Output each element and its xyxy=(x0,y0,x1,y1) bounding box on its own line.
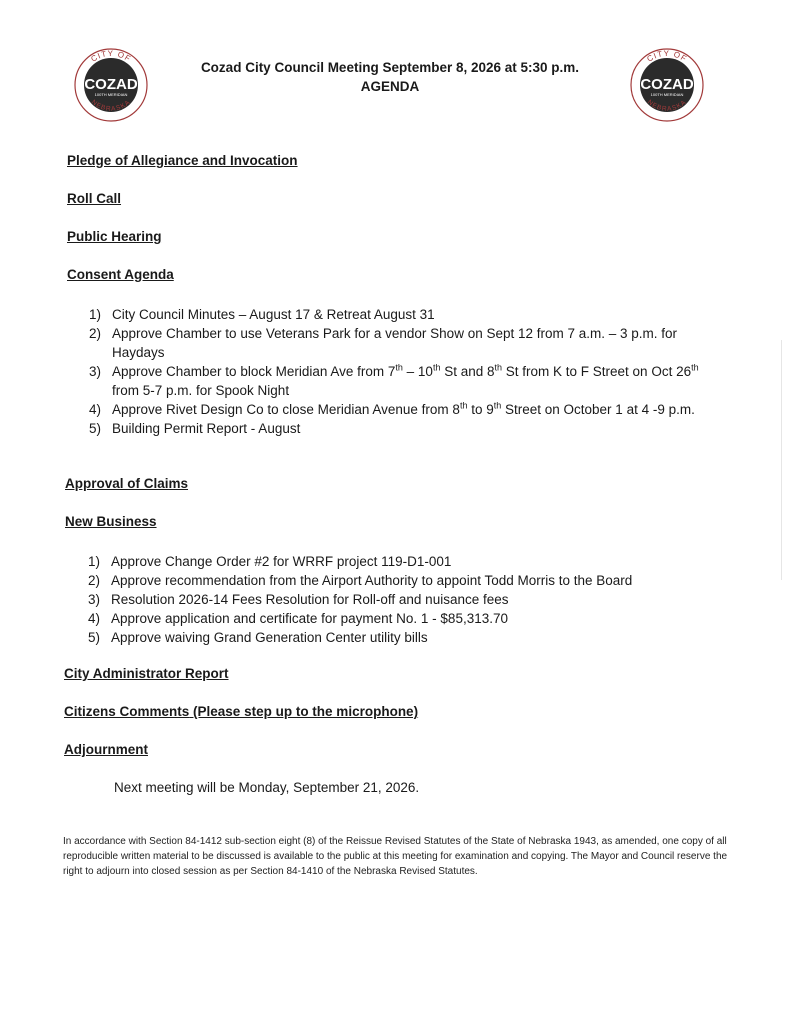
list-item: 1) City Council Minutes – August 17 & Retreat August 31 xyxy=(89,307,435,322)
list-item: 2) Approve recommendation from the Airport Authority to appoint Todd Morris to the Board xyxy=(88,573,633,588)
list-item: 2) Approve Chamber to use Veterans Park for a vendor Show on Sept 12 from 7 a.m. – 3 p.m. for Haydays xyxy=(89,326,678,360)
list-item: 4) Approve Rivet Design Co to close Meridian Avenue from 8th to 9th Street on October 1 at 4 -9 p.m. xyxy=(89,400,695,417)
seal-top-text-left: CITY OF xyxy=(89,48,133,64)
heading-public-hearing: Public Hearing xyxy=(67,229,162,244)
citizens-comments-note: (Please step up to the microphone) xyxy=(189,704,419,719)
meeting-title: Cozad City Council Meeting September 8, 2026 at 5:30 p.m. xyxy=(200,60,580,75)
heading-citizens-comments xyxy=(64,704,418,719)
heading-pledge: Pledge of Allegiance and Invocation xyxy=(67,153,298,168)
heading-new-business: New Business xyxy=(65,514,157,529)
next-meeting-text: Next meeting will be Monday, September 21, 2026. xyxy=(114,780,420,795)
seal-bottom-text-right: NEBRASKA xyxy=(645,98,689,113)
heading-adjournment: Adjournment xyxy=(64,742,148,757)
agenda-label: AGENDA xyxy=(360,79,420,94)
citizens-comments-label: Citizens Comments xyxy=(64,704,190,719)
seal-top-text-right: CITY OF xyxy=(645,48,689,64)
seal-bottom-text-left: NEBRASKA xyxy=(89,98,133,113)
legal-notice: In accordance with Section 84-1412 sub-section eight (8) of the Reissue Revised Statutes of the State of Nebraska 1943, as amended, one copy of all reproducible written material to be discussed is available to the public at this meeting for examination and copying. The Mayor and Council reserve the right to adjourn into closed session as per Section 84-1410 of the Nebraska Revised Statutes. xyxy=(63,836,728,877)
scan-edge-mark xyxy=(781,340,782,580)
list-item: 4) Approve application and certificate for payment No. 1 - $85,313.70 xyxy=(88,611,508,626)
heading-city-administrator-report: City Administrator Report xyxy=(64,666,229,681)
list-item: 3) Approve Chamber to block Meridian Ave from 7th – 10th St and 8th St from K to F Street on Oct 26th from 5-7 p.m. for Spook Night xyxy=(89,362,699,398)
heading-roll-call: Roll Call xyxy=(67,191,122,206)
list-item: 5) Building Permit Report - August xyxy=(89,421,301,436)
agenda-header xyxy=(150,58,630,96)
consent-agenda-list xyxy=(89,305,709,438)
list-item: 3) Resolution 2026-14 Fees Resolution for Roll-off and nuisance fees xyxy=(88,592,509,607)
heading-consent-agenda: Consent Agenda xyxy=(67,267,174,282)
new-business-list xyxy=(88,552,708,647)
heading-approval-of-claims: Approval of Claims xyxy=(65,476,189,491)
list-item: 5) Approve waiving Grand Generation Center utility bills xyxy=(88,630,428,645)
seal-subtitle-left: 100TH MERIDIAN xyxy=(94,92,128,97)
seal-name-left: COZAD xyxy=(84,76,138,93)
list-item: 1) Approve Change Order #2 for WRRF project 119-D1-001 xyxy=(88,554,452,569)
city-seal-logo-left xyxy=(70,44,152,126)
seal-name-right: COZAD xyxy=(640,76,694,93)
seal-subtitle-right: 100TH MERIDIAN xyxy=(650,92,684,97)
city-seal-logo-right xyxy=(626,44,708,126)
